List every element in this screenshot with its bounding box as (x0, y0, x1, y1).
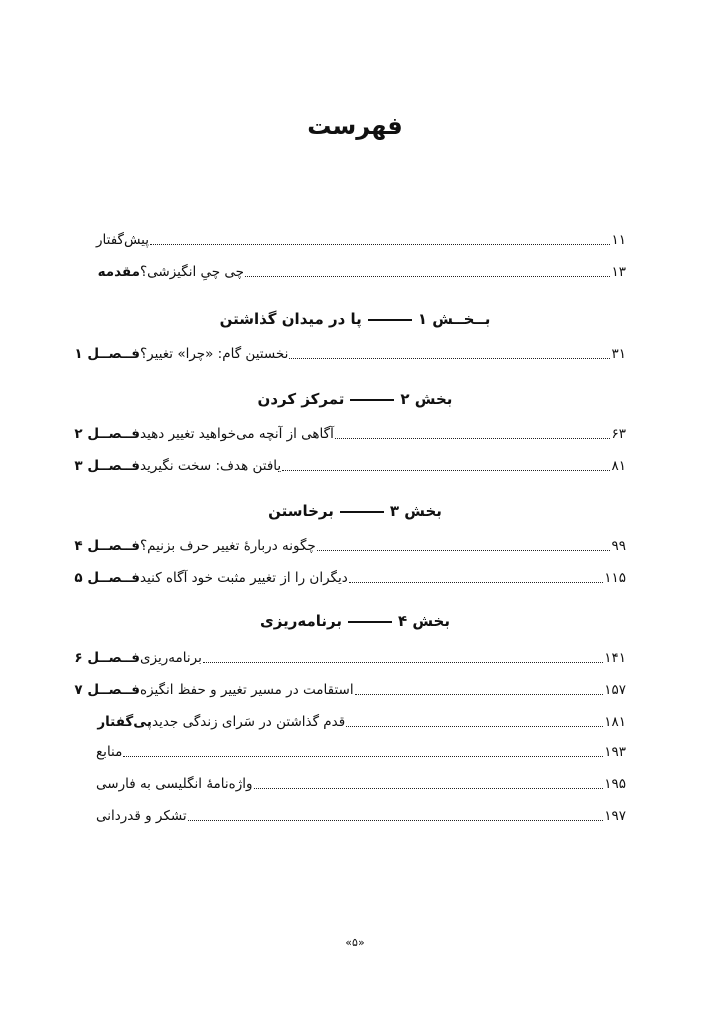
part-heading-3[interactable] (84, 502, 626, 520)
toc-entry-chapter-3[interactable] (74, 454, 626, 476)
leader-dots (317, 549, 611, 551)
toc-entry-preface[interactable] (84, 228, 626, 250)
toc-entry-acknowledgements[interactable] (84, 804, 626, 826)
page-number: ۶۳ (611, 426, 626, 442)
part-heading-4[interactable] (84, 612, 626, 630)
part-heading-2[interactable] (84, 390, 626, 408)
toc-entry-chapter-6[interactable] (74, 646, 626, 668)
page-number: ۱۹۷ (604, 808, 626, 824)
part-title: تمرکز کردن (257, 390, 345, 408)
toc-entry-chapter-2[interactable] (74, 422, 626, 444)
toc-entry-epilogue[interactable] (84, 710, 626, 732)
leader-dots (254, 787, 604, 789)
toc-entry-intro[interactable] (84, 260, 626, 282)
toc-entry-sources[interactable] (84, 740, 626, 762)
leader-dots (349, 581, 603, 583)
page-number: ۱۳ (611, 264, 626, 280)
entry-title: قدم گذاشتن در سَرای زندگی جدید (152, 714, 346, 730)
part-rule (368, 319, 412, 321)
part-label: بخش ۲ (400, 390, 453, 408)
page-number: ۱۹۵ (604, 776, 626, 792)
leader-dots (355, 693, 604, 695)
part-label: بــخــش ۱ (417, 310, 491, 328)
part-label: بخش ۳ (389, 502, 442, 520)
page-number: ۳۱ (611, 346, 626, 362)
entry-label: فــصــل ۳ (74, 458, 140, 474)
entry-title: چی چیِ انگیزشی؟ (140, 264, 244, 280)
page-title: فهرست (307, 112, 403, 140)
leader-dots (188, 819, 604, 821)
entry-title: استقامت در مسیر تغییر و حفظ انگیزه (140, 682, 354, 698)
entry-label: پی‌گفتار (97, 714, 152, 730)
part-heading-1[interactable] (84, 310, 626, 328)
entry-title: منابع (96, 744, 123, 760)
entry-label: فــصــل ۵ (74, 570, 140, 586)
leader-dots (123, 755, 603, 757)
part-title: پا در میدان گذاشتن (219, 310, 362, 328)
page-number: ۹۹ (611, 538, 626, 554)
part-title: برنامه‌ریزی (260, 612, 342, 630)
entry-label: فــصــل ۱ (74, 346, 140, 362)
toc-entry-chapter-4[interactable] (74, 534, 626, 556)
toc-entry-glossary[interactable] (84, 772, 626, 794)
entry-title: واژه‌نامهٔ انگلیسی به فارسی (96, 776, 253, 792)
part-label: بخش ۴ (397, 612, 450, 630)
page-number: ۱۴۱ (604, 650, 626, 666)
page-footer-number: «۵» (345, 936, 365, 949)
page-number: ۱۱ (611, 232, 626, 248)
entry-title: نخستین گام: «چرا» تغییر؟ (140, 346, 289, 362)
leader-dots (289, 357, 610, 359)
part-title: برخاستن (268, 502, 334, 520)
leader-dots (335, 437, 611, 439)
leader-dots (150, 243, 610, 245)
entry-title: پیش‌گفتار (96, 232, 150, 248)
entry-label: مقدمه (97, 264, 140, 280)
entry-label: فــصــل ۲ (74, 426, 140, 442)
part-rule (348, 621, 392, 623)
entry-title: دیگران را از تغییر مثبت خود آگاه کنید (140, 570, 348, 586)
entry-title: برنامه‌ریزی (140, 650, 202, 666)
toc-entry-chapter-5[interactable] (74, 566, 626, 588)
part-rule (350, 399, 394, 401)
entry-label: فــصــل ۷ (74, 682, 140, 698)
entry-title: تشکر و قدردانی (96, 808, 187, 824)
leader-dots (346, 725, 603, 727)
leader-dots (245, 275, 610, 277)
page-number: ۱۱۵ (604, 570, 626, 586)
page-number: ۱۹۳ (604, 744, 626, 760)
entry-title: یافتن هدف: سخت نگیرید (140, 458, 282, 474)
leader-dots (282, 469, 610, 471)
entry-label: فــصــل ۴ (74, 538, 140, 554)
page-number: ۱۵۷ (604, 682, 626, 698)
entry-title: آگاهی از آنچه می‌خواهید تغییر دهید (140, 426, 334, 442)
leader-dots (203, 661, 603, 663)
toc-entry-chapter-1[interactable] (74, 342, 626, 364)
page-number: ۱۸۱ (604, 714, 626, 730)
entry-label: فــصــل ۶ (74, 650, 140, 666)
toc-entry-chapter-7[interactable] (74, 678, 626, 700)
page-number: ۸۱ (611, 458, 626, 474)
entry-title: چگونه دربارهٔ تغییر حرف بزنیم؟ (140, 538, 316, 554)
part-rule (340, 511, 384, 513)
